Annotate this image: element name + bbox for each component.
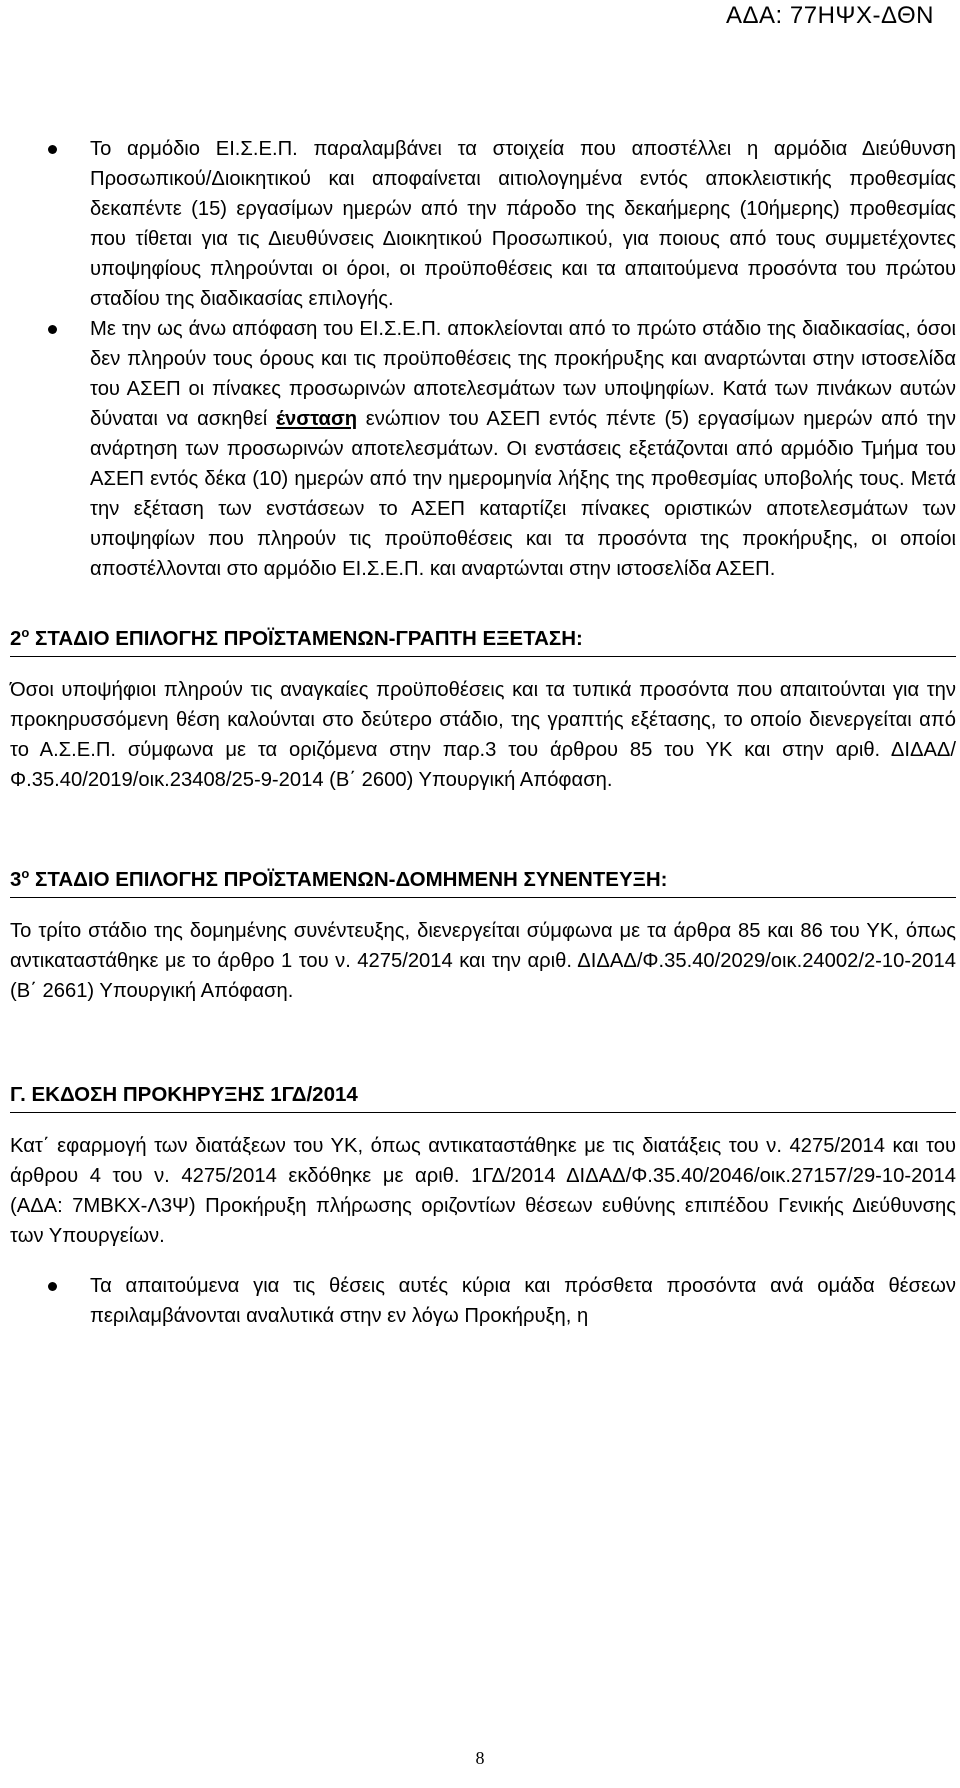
section-heading-2: [10, 618, 956, 657]
bullet-text-before: Με την ως άνω απόφαση του ΕΙ.Σ.Ε.Π. αποκλείονται από το πρώτο στάδιο της διαδικασίας, όσοι δεν πληρούν τους όρους και τις προϋποθέσεις της προκήρυξης και αναρτώνται στην ιστοσελίδα του ΑΣΕΠ οι πίνακες προσωρινών αποτελεσμάτων των υποψηφίων. Κατά των πινάκων αυτών δύναται να ασκηθεί: [90, 318, 956, 430]
heading-title: ΣΤΑΔΙΟ ΕΠΙΛΟΓΗΣ ΠΡΟΪΣΤΑΜΕΝΩΝ-ΓΡΑΠΤΗ ΕΞΕΤΑΣΗ:: [29, 626, 583, 650]
heading-title: ΣΤΑΔΙΟ ΕΠΙΛΟΓΗΣ ΠΡΟΪΣΤΑΜΕΝΩΝ-ΔΟΜΗΜΕΝΗ ΣΥΝΕΝΤΕΥΞΗ:: [29, 867, 668, 891]
bullet-icon: [48, 325, 57, 334]
heading-number: 3: [10, 867, 22, 891]
section-heading-g: Γ. ΕΚΔΟΣΗ ΠΡΟΚΗΡΥΞΗΣ 1ΓΔ/2014: [10, 1080, 956, 1113]
section-paragraph-g: Κατ΄ εφαρμογή των διατάξεων του ΥΚ, όπως αντικαταστάθηκε με τις διατάξεις του ν. 4275/2014 και του άρθρου 4 του ν. 4275/2014 εκδόθηκε με αριθ. 1ΓΔ/2014 ΔΙΔΑΔ/Φ.35.40/2046/οικ.27157/29-10-2014 (ΑΔΑ: 7ΜΒΚΧ-Λ3Ψ) Προκήρυξη πλήρωσης οριζοντίων θέσεων ευθύνης επιπέδου Γενικής Διεύθυνσης των Υπουργείων.: [10, 1134, 956, 1247]
bullet-list-bottom: [10, 1271, 956, 1331]
emphasis-word: ένσταση: [275, 408, 358, 430]
heading-superscript: ο: [21, 625, 30, 640]
ada-code: ΑΔΑ: 77ΗΨΧ-ΔΘΝ: [726, 2, 934, 29]
list-item: [10, 314, 956, 584]
list-item: [10, 134, 956, 314]
heading-superscript: ο: [21, 865, 30, 881]
heading-number: 2: [10, 626, 22, 650]
section-paragraph-2: Όσοι υποψήφιοι πληρούν τις αναγκαίες προϋποθέσεις και τα τυπικά προσόντα που απαιτούνται για την προκηρυσσόμενη θέση καλούνται στο δεύτερο στάδιο, της γραπτής εξέτασης, το οποίο διενεργείται από το Α.Σ.Ε.Π. σύμφωνα με τα οριζόμενα στην παρ.3 του άρθρου 85 του ΥΚ και στην αριθ. ΔΙΔΑΔ/Φ.35.40/2019/οικ.23408/25-9-2014 (Β΄ 2600) Υπουργική Απόφαση.: [10, 678, 956, 791]
list-item: [10, 1271, 956, 1331]
bullet-icon: [48, 1282, 57, 1291]
bullet-list-top: [10, 134, 956, 584]
bullet-text: Τα απαιτούμενα για τις θέσεις αυτές κύρια και πρόσθετα προσόντα ανά ομάδα θέσεων περιλαμβάνονται αναλυτικά στην εν λόγω Προκήρυξη, η: [90, 1274, 956, 1327]
bullet-text: Το αρμόδιο ΕΙ.Σ.Ε.Π. παραλαμβάνει τα στοιχεία που αποστέλλει η αρμόδια Διεύθυνση Προσωπικού/Διοικητικού και αποφαίνεται αιτιολογημένα εντός αποκλειστικής προθεσμίας δεκαπέντε (15) εργασίμων ημερών από την πάροδο της δεκαήμερης (10ήμερης) προθεσμίας που τίθεται για τις Διευθύνσεις Διοικητικού Προσωπικού, για ποιους από τους συμμετέχοντες υποψηφίους πληρούνται οι όροι, οι προϋποθέσεις και τα απαιτούμενα προσόντα του πρώτου σταδίου της διαδικασίας επιλογής.: [90, 138, 956, 310]
bullet-text-after: ενώπιον του ΑΣΕΠ εντός πέντε (5) εργασίμων ημερών από την ανάρτηση των προσωρινών αποτελεσμάτων. Οι ενστάσεις εξετάζονται από αρμόδιο Τμήμα του ΑΣΕΠ εντός δέκα (10) ημερών από την ημερομηνία λήξης της προθεσμίας υποβολής τους. Μετά την εξέταση των ενστάσεων το ΑΣΕΠ καταρτίζει πίνακες οριστικών αποτελεσμάτων των υποψηφίων που πληρούν τις προϋποθέσεις και τα προσόντα της προκήρυξης, οι οποίοι αποστέλλονται στο αρμόδιο ΕΙ.Σ.Ε.Π. και αναρτώνται στην ιστοσελίδα ΑΣΕΠ.: [90, 408, 956, 580]
document-body: [10, 134, 956, 1331]
page-number: 8: [475, 1748, 485, 1768]
section-heading-3: [10, 859, 956, 898]
section-paragraph-3: Το τρίτο στάδιο της δομημένης συνέντευξης, διενεργείται σύμφωνα με τα άρθρα 85 και 86 του ΥΚ, όπως αντικαταστάθηκε με το άρθρο 1 του ν. 4275/2014 και την αριθ. ΔΙΔΑΔ/Φ.35.40/2029/οικ.24002/2-10-2014 (Β΄ 2661) Υπουργική Απόφαση.: [10, 919, 956, 1002]
bullet-icon: [48, 145, 57, 154]
